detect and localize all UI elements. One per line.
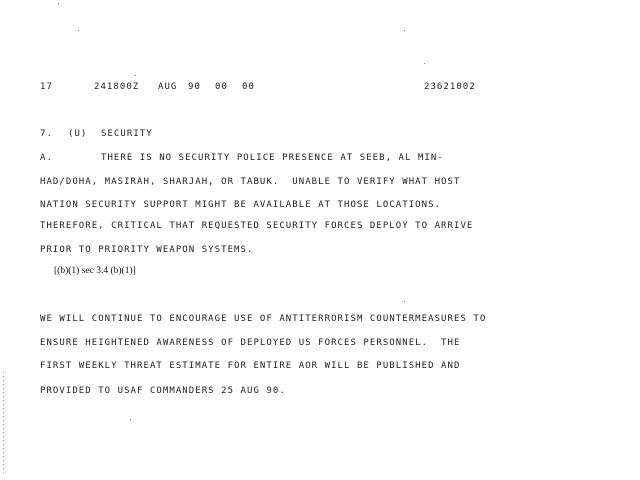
document-serial: 23621002 [424, 82, 476, 92]
scan-speck [404, 301, 405, 302]
paragraph-a-line: PRIOR TO PRIORITY WEAPON SYSTEMS. [40, 245, 254, 255]
redaction-note: [(b)(1) sec 3.4 (b)(1)] [54, 266, 136, 276]
paragraph-a-line: THERE IS NO SECURITY POLICE PRESENCE AT SEEB, AL MIN- [101, 153, 444, 163]
margin-scan-mark [3, 372, 4, 476]
date-time-group: 241800Z [94, 82, 140, 92]
header-month: AUG [158, 82, 178, 92]
scan-speck [78, 30, 79, 31]
paragraph-b-line: ENSURE HEIGHTENED AWARENESS OF DEPLOYED US FORCES PERSONNEL. THE [40, 338, 461, 348]
scan-speck [130, 419, 131, 420]
paragraph-b-line: FIRST WEEKLY THREAT ESTIMATE FOR ENTIRE AOR WILL BE PUBLISHED AND [40, 361, 461, 371]
header-field-a: 00 [215, 82, 228, 92]
scan-speck [135, 75, 136, 76]
page-number: 17 [40, 82, 53, 92]
scan-speck [424, 63, 425, 64]
scan-speck [404, 30, 405, 31]
paragraph-b-line: PROVIDED TO USAF COMMANDERS 25 AUG 90. [40, 386, 286, 396]
section-number: 7. [40, 129, 53, 139]
paragraph-label: A. [40, 153, 53, 163]
section-title: SECURITY [101, 129, 153, 139]
paragraph-a-line: THEREFORE, CRITICAL THAT REQUESTED SECURITY FORCES DEPLOY TO ARRIVE [40, 221, 474, 231]
paragraph-a-line: HAD/DOHA, MASIRAH, SHARJAH, OR TABUK. UNABLE TO VERIFY WHAT HOST [40, 177, 461, 187]
paragraph-b-line: WE WILL CONTINUE TO ENCOURAGE USE OF ANTITERRORISM COUNTERMEASURES TO [40, 314, 487, 324]
section-classification: (U) [68, 129, 88, 139]
paragraph-a-line: NATION SECURITY SUPPORT MIGHT BE AVAILABLE AT THOSE LOCATIONS. [40, 200, 442, 210]
scan-speck [58, 3, 59, 4]
header-field-b: 00 [242, 82, 255, 92]
header-year: 90 [188, 82, 201, 92]
